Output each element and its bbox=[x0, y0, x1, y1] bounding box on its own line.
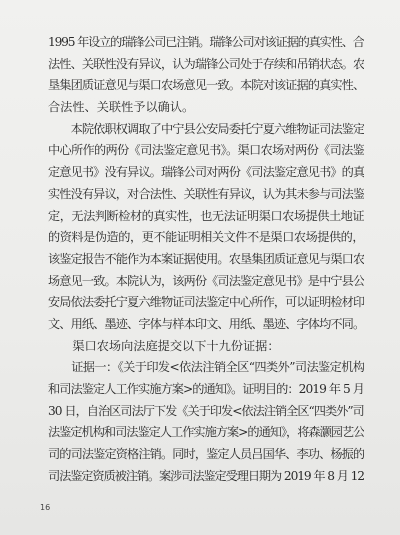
text-line: 垦集团质证意见与渠口农场意见一致。本院对该证据的真实性、 bbox=[48, 78, 364, 93]
paragraph bbox=[48, 336, 364, 488]
text-line: 安局依法委托宁夏六维物证司法鉴定中心所作，可以证明检材印 bbox=[48, 295, 364, 310]
text-line: 定意见书》没有异议。瑞锋公司对两份《司法鉴定意见书》的真 bbox=[48, 165, 364, 180]
text-line: 1995 年设立的瑞锋公司已注销。瑞锋公司对该证据的真实性、合 bbox=[48, 35, 364, 49]
text-line: 该鉴定报告不能作为本案证据使用。农垦集团质证意见与渠口农 bbox=[48, 251, 364, 266]
text-line: 场意见一致。本院认为，该两份《司法鉴定意见书》是中宁县公 bbox=[48, 273, 364, 288]
text-line: 证据一：《关于印发<依法注销全区“四类外”司法鉴定机构 bbox=[48, 360, 364, 375]
text-line: 司法鉴定资质被注销。案涉司法鉴定受理日期为 2019 年 8 月 12 bbox=[48, 468, 364, 483]
text-line: 法性、关联性没有异议，认为瑞锋公司处于存续和吊销状态。农 bbox=[48, 56, 364, 71]
text-line: 实性没有异议，对合法性、关联性有异议，认为其未参与司法鉴 bbox=[48, 186, 364, 201]
text-line: 司的司法鉴定资格注销。同时，鉴定人员吕国华、李功、杨振的 bbox=[48, 447, 364, 462]
text-line: 中心所作的两份《司法鉴定意见书》。渠口农场对两份《司法鉴 bbox=[48, 143, 364, 158]
text-line: 30 日，自治区司法厅下发《关于印发<依法注销全区“四类外”司 bbox=[48, 403, 364, 418]
text-line: 文、用纸、墨迹、字体与样本印文、用纸、墨迹、字体均不同。 bbox=[48, 316, 364, 331]
paragraph bbox=[48, 32, 364, 119]
text-line: 合法性、关联性予以确认。 bbox=[48, 100, 195, 115]
body-text bbox=[48, 32, 364, 487]
text-line: 本院依职权调取了中宁县公安局委托宁夏六维物证司法鉴定 bbox=[48, 121, 364, 136]
page-number: 16 bbox=[40, 503, 51, 512]
text-line: 定，无法判断检材的真实性，也无法证明渠口农场提供土地证 bbox=[48, 208, 364, 223]
text-line: 的资料是伪造的，更不能证明相关文件不是渠口农场提供的， bbox=[48, 230, 364, 245]
text-line: 和司法鉴定人工作实施方案>的通知》。证明目的：2019 年 5 月 bbox=[48, 382, 364, 396]
paragraph bbox=[48, 119, 364, 336]
text-line: 渠口农场向法庭提交以下十九份证据： bbox=[48, 338, 280, 353]
text-line: 法鉴定机构和司法鉴定人工作实施方案>的通知》，将森灏园艺公 bbox=[48, 425, 364, 440]
